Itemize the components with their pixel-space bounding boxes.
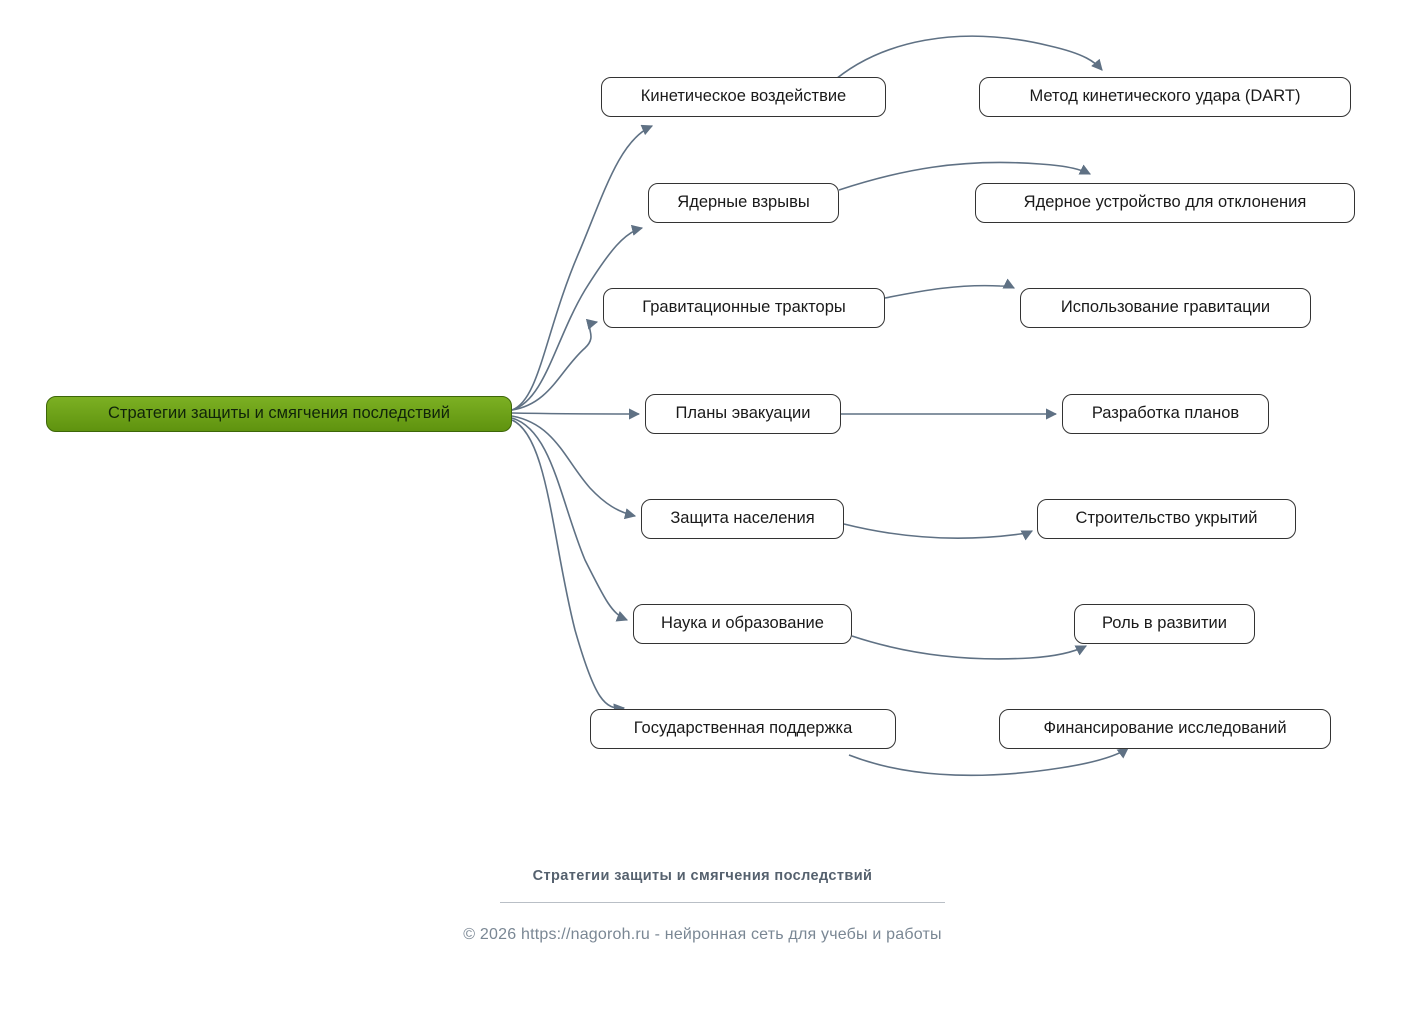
mindmap-branch-label: Наука и образование [661, 614, 824, 633]
mindmap-branch-label: Защита населения [670, 509, 815, 528]
mindmap-branch-node-6[interactable] [633, 604, 852, 644]
mindmap-leaf-node-4[interactable] [1062, 394, 1269, 434]
mindmap-root-label: Стратегии защиты и смягчения последствий [108, 404, 450, 423]
mindmap-leaf-node-3[interactable] [1020, 288, 1311, 328]
footer-copyright: © 2026 https://nagoroh.ru - нейронная сеть для учебы и работы [463, 926, 942, 943]
mindmap-leaf-label: Роль в развитии [1102, 614, 1227, 633]
mindmap-leaf-label: Ядерное устройство для отклонения [1023, 193, 1307, 212]
mindmap-leaf-label: Разработка планов [1091, 404, 1240, 423]
mindmap-leaf-label: Метод кинетического удара (DART) [1029, 87, 1301, 106]
mindmap-branch-label: Планы эвакуации [675, 404, 811, 423]
mindmap-branch-node-5[interactable] [641, 499, 844, 539]
mindmap-leaf-label: Финансирование исследований [1043, 719, 1287, 738]
mindmap-branch-node-4[interactable] [645, 394, 841, 434]
footer-divider [500, 902, 945, 903]
mindmap-branch-node-7[interactable] [590, 709, 896, 749]
mindmap-leaf-node-7[interactable] [999, 709, 1331, 749]
mindmap-branch-label: Кинетическое воздействие [640, 87, 847, 106]
mindmap-branch-label: Ядерные взрывы [677, 193, 810, 212]
footer-title: Стратегии защиты и смягчения последствий [532, 868, 873, 884]
mindmap-leaf-node-6[interactable] [1074, 604, 1255, 644]
mindmap-leaf-node-1[interactable] [979, 77, 1351, 117]
mindmap-leaf-node-5[interactable] [1037, 499, 1296, 539]
mindmap-leaf-label: Использование гравитации [1060, 298, 1271, 317]
mindmap-root-node[interactable] [46, 396, 512, 432]
mindmap-leaf-node-2[interactable] [975, 183, 1355, 223]
mindmap-branch-node-3[interactable] [603, 288, 885, 328]
mindmap-branch-node-2[interactable] [648, 183, 839, 223]
mindmap-branch-label: Государственная поддержка [633, 719, 853, 738]
mindmap-branch-label: Гравитационные тракторы [642, 298, 846, 317]
mindmap-leaf-label: Строительство укрытий [1075, 509, 1258, 528]
mindmap-branch-node-1[interactable] [601, 77, 886, 117]
